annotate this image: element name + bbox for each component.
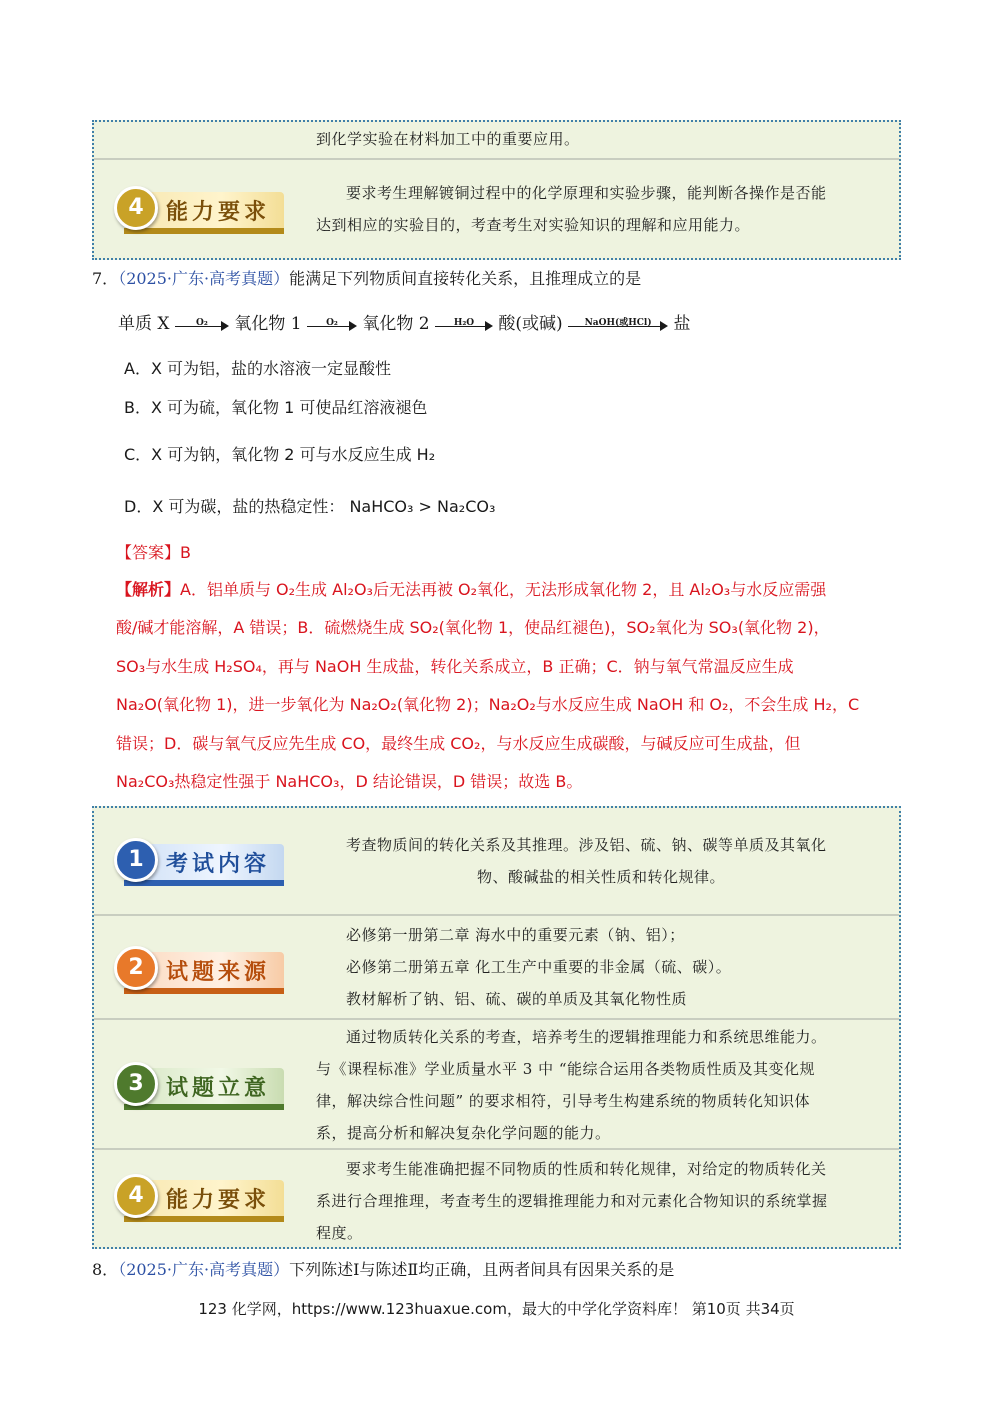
- info-text-line: 系，提高分析和解决复杂化学问题的能力。: [316, 1124, 611, 1142]
- analysis-line-6: Na₂CO₃热稳定性强于 NaHCO₃，D 结论错误，D 错误；故选 B。: [116, 772, 583, 792]
- info-row-ability-requirement: [94, 1148, 899, 1249]
- exam-info-box: [92, 806, 901, 1249]
- analysis-line-2: 酸/碱才能溶解，A 错误；B．硫燃烧生成 SO₂(氧化物 1，使品红褪色)，SO₂氧化为 SO₃(氧化物 2)，: [116, 618, 830, 638]
- chain-oxide-2: 氧化物 2: [362, 314, 430, 334]
- ability-text-line-2: 达到相应的实验目的，考查考生对实验知识的理解和应用能力。: [316, 216, 751, 234]
- badge-number: 2: [114, 946, 158, 990]
- badge-label: 试题来源: [166, 960, 271, 985]
- chain-oxide-1: 氧化物 1: [234, 314, 302, 334]
- option-d: D．X 可为碳，盐的热稳定性： NaHCO₃ > Na₂CO₃: [124, 497, 496, 516]
- ability-text-line-1: 要求考生理解镀铜过程中的化学原理和实验步骤，能判断各操作是否能: [346, 184, 827, 202]
- badge-number: 3: [114, 1062, 158, 1106]
- analysis-line-4: Na₂O(氧化物 1)，进一步氧化为 Na₂O₂(氧化物 2)；Na₂O₂与水反应生成 NaOH 和 O₂，不会生成 H₂，C: [116, 695, 860, 715]
- top-box-row-ability: [94, 158, 899, 260]
- badge-exam-content: [114, 830, 284, 892]
- arrow-label: NaOH(或HCl): [584, 317, 652, 328]
- arrow-h2o: [435, 317, 493, 333]
- answer-label: 【答案】: [116, 543, 181, 562]
- analysis-line-5: 错误；D．碳与氧气反应先生成 CO，最终生成 CO₂，与水反应生成碳酸，与碱反应可生成盐，但: [116, 733, 801, 753]
- answer: [116, 541, 191, 565]
- option-c: C．X 可为钠，氧化物 2 可与水反应生成 H₂: [124, 445, 436, 464]
- badge-number: 4: [114, 186, 158, 230]
- chain-start: 单质 X: [118, 314, 170, 334]
- info-text-line: 与《课程标准》学业质量水平 3 中 “能综合运用各类物质性质及其变化规: [316, 1060, 816, 1078]
- badge-ribbon-shadow: [124, 228, 284, 234]
- question-7-stem: [92, 267, 641, 291]
- question-text: 能满足下列物质间直接转化关系，且推理成立的是: [289, 269, 642, 288]
- badge-ribbon-shadow: [124, 880, 284, 886]
- badge-number: 1: [114, 838, 158, 882]
- question-number: 8．: [92, 1260, 119, 1279]
- badge-ability-requirement: [114, 1166, 284, 1228]
- badge-label: 试题立意: [166, 1076, 271, 1101]
- answer-value: B: [180, 543, 191, 562]
- arrow-o2-2: [307, 317, 357, 333]
- analysis: [116, 571, 896, 801]
- info-text-line: 必修第二册第五章 化工生产中重要的非金属（硫、碳）。: [346, 958, 732, 976]
- arrow-naoh-hcl: [568, 317, 668, 333]
- arrow-label: H₂O: [453, 317, 475, 328]
- option-a: A．X 可为铝，盐的水溶液一定显酸性: [124, 359, 391, 378]
- analysis-label: 【解析】: [116, 580, 181, 599]
- badge-number: 4: [114, 1174, 158, 1218]
- info-text-line: 教材解析了钠、铝、硫、碳的单质及其氧化物性质: [346, 990, 688, 1008]
- question-source: （2025·广东·高考真题）: [118, 269, 290, 288]
- badge-ribbon-shadow: [124, 988, 284, 994]
- analysis-line-3: SO₃与水生成 H₂SO₄，再与 NaOH 生成盐，转化关系成立，B 正确；C．钠与氧气常温反应生成: [116, 656, 794, 676]
- badge-question-intent: [114, 1054, 284, 1116]
- question-8-stem: [92, 1258, 674, 1282]
- info-text-line: 考查物质间的转化关系及其推理。涉及铝、硫、钠、碳等单质及其氧化: [346, 836, 827, 854]
- badge-ribbon-shadow: [124, 1104, 284, 1110]
- info-text-line: 物、酸碱盐的相关性质和转化规律。: [476, 868, 725, 886]
- info-text-line: 系进行合理推理，考查考生的逻辑推理能力和对元素化合物知识的系统掌握: [316, 1192, 828, 1210]
- badge-question-source: [114, 938, 284, 1000]
- analysis-text: A．铝单质与 O₂生成 Al₂O₃后无法再被 O₂氧化，无法形成氧化物 2，且 Al₂O₃与水反应需强: [180, 580, 827, 599]
- analysis-line-1: [116, 571, 896, 609]
- arrow-label: O₂: [326, 317, 338, 328]
- question-source: （2025·广东·高考真题）: [118, 1260, 290, 1279]
- question-number: 7．: [92, 269, 119, 288]
- info-text-line: 程度。: [316, 1224, 363, 1242]
- info-row-question-source: [94, 914, 899, 1018]
- arrow-label: O₂: [196, 317, 208, 328]
- top-box-prev-line: 到化学实验在材料加工中的重要应用。: [316, 130, 580, 148]
- chain-acid-base: 酸(或碱): [498, 314, 563, 334]
- badge-label: 能力要求: [166, 200, 271, 225]
- page-footer: 123 化学网，https://www.123huaxue.com，最大的中学化学资料库！ 第10页 共34页: [198, 1300, 795, 1318]
- info-row-question-intent: [94, 1018, 899, 1148]
- chain-salt: 盐: [673, 314, 691, 334]
- badge-ribbon-shadow: [124, 1216, 284, 1222]
- badge-ability-requirement: [114, 178, 284, 240]
- info-text-line: 要求考生能准确把握不同物质的性质和转化规律，对给定的物质转化关: [346, 1160, 827, 1178]
- top-analysis-box: [92, 120, 901, 260]
- info-text-line: 通过物质转化关系的考查，培养考生的逻辑推理能力和系统思维能力。: [346, 1028, 827, 1046]
- question-text: 下列陈述Ⅰ与陈述Ⅱ均正确，且两者间具有因果关系的是: [289, 1260, 675, 1279]
- conversion-chain: [118, 312, 691, 336]
- badge-label: 考试内容: [166, 852, 271, 877]
- option-b: B．X 可为硫，氧化物 1 可使品红溶液褪色: [124, 398, 428, 417]
- badge-label: 能力要求: [166, 1188, 271, 1213]
- info-text-line: 必修第一册第二章 海水中的重要元素（钠、铝）；: [346, 926, 685, 944]
- arrow-o2-1: [175, 317, 229, 333]
- info-text-line: 律，解决综合性问题” 的要求相符，引导考生构建系统的物质转化知识体: [316, 1092, 810, 1110]
- info-row-exam-content: [94, 808, 899, 914]
